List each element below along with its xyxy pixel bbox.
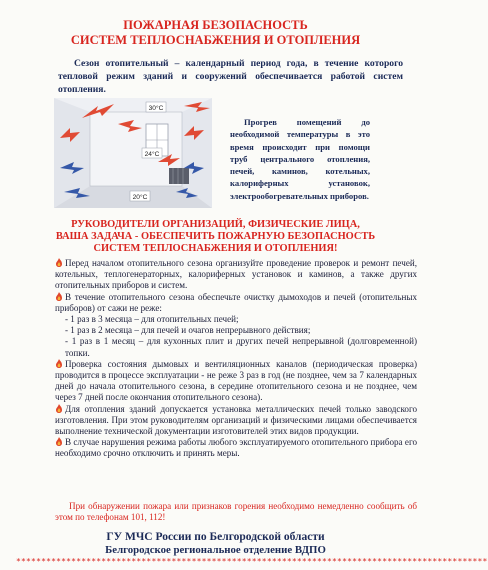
flame-icon bbox=[55, 258, 63, 267]
footer-star-divider: ********************************************************************************************** bbox=[16, 557, 488, 566]
flame-icon bbox=[55, 437, 63, 446]
rule-item bbox=[55, 258, 417, 292]
temp-mid-label: 24°C bbox=[144, 151, 160, 158]
flame-icon bbox=[55, 292, 63, 301]
rule-item bbox=[55, 437, 417, 459]
rule-item bbox=[55, 359, 417, 404]
rule-item bbox=[55, 292, 417, 314]
temp-top-label: 30°C bbox=[148, 105, 164, 112]
footer-department: Белгородское региональное отделение ВДПО bbox=[105, 544, 326, 556]
rule-subitem: - 1 раз в 2 месяца – для печей и очагов непрерывного действия; bbox=[65, 325, 311, 336]
title-line-1: ПОЖАРНАЯ БЕЗОПАСНОСТЬ bbox=[123, 18, 308, 32]
rule-text-2: В течение отопительного сезона обеспечьте очистку дымоходов и печей (отопительных приборов) от сажи не реже: bbox=[55, 291, 417, 313]
rule-text-5: В случае нарушения режима работы любого эксплуатируемого отопительного прибора его необходимо срочно отключить и принять меры. bbox=[55, 437, 417, 459]
flame-icon bbox=[55, 404, 63, 413]
appeal-line-1: РУКОВОДИТЕЛИ ОРГАНИЗАЦИЙ, ФИЗИЧЕСКИЕ ЛИЦА, bbox=[71, 219, 360, 230]
rule-item bbox=[55, 404, 417, 438]
rules-list bbox=[55, 258, 417, 460]
heating-description: Прогрев помещений до необходимой температуры в это время происходит при помощи труб центрального отопления, печей, каминов, котельных, калориферных установок, электрообогревательных приборов. bbox=[230, 117, 370, 201]
rule-subitem: - 1 раз в 3 месяца – для отопительных печей; bbox=[65, 314, 239, 325]
temp-bottom-label: 20°C bbox=[132, 194, 148, 201]
emergency-warning: При обнаружении пожара или признаков горения необходимо немедленно сообщить об этом по телефонам 101, 112! bbox=[55, 501, 417, 523]
footer-organization: ГУ МЧС России по Белгородской области bbox=[106, 531, 325, 543]
rule-subitem: - 1 раз в 1 месяц – для кухонных плит и других печей непрерывной (долговременной) топки. bbox=[65, 336, 417, 358]
intro-paragraph: Сезон отопительный – календарный период года, в течение которого тепловой режим зданий и сооружений обеспечивается работой систем отопления. bbox=[58, 58, 403, 95]
title-line-2: СИСТЕМ ТЕПЛОСНАБЖЕНИЯ И ОТОПЛЕНИЯ bbox=[70, 33, 361, 47]
rule-text-1: Перед началом отопительного сезона организуйте проведение проверок и ремонт печей, котельных, теплогенераторных, калориферных установок и каминов, а также других отопительных приборов и систем. bbox=[55, 258, 417, 291]
appeal-line-3: СИСТЕМ ТЕПЛОСНАБЖЕНИЯ И ОТОПЛЕНИЯ! bbox=[93, 243, 338, 254]
rule-text-3: Проверка состояния дымовых и вентиляционных каналов (периодическая проверка) проводится в процессе эксплуатации - не реже 3 раз в год (не позднее, чем за 7 календарных дней до начала отопительного сезона, в середине отопительного сезона и не позднее, чем через 7 дней после окончания отопительного сезона). bbox=[55, 358, 417, 403]
flame-icon bbox=[55, 359, 63, 368]
appeal-line-2: ВАША ЗАДАЧА - ОБЕСПЕЧИТЬ ПОЖАРНУЮ БЕЗОПАСНОСТЬ bbox=[55, 231, 376, 242]
room-heating-illustration bbox=[54, 98, 212, 208]
rule-text-4: Для отопления зданий допускается установка металлических печей только заводского изготовления. При этом руководителям организаций и физическими лицами обеспечивается выполнение технической документации изготовителей этих видов продукции. bbox=[55, 403, 417, 437]
